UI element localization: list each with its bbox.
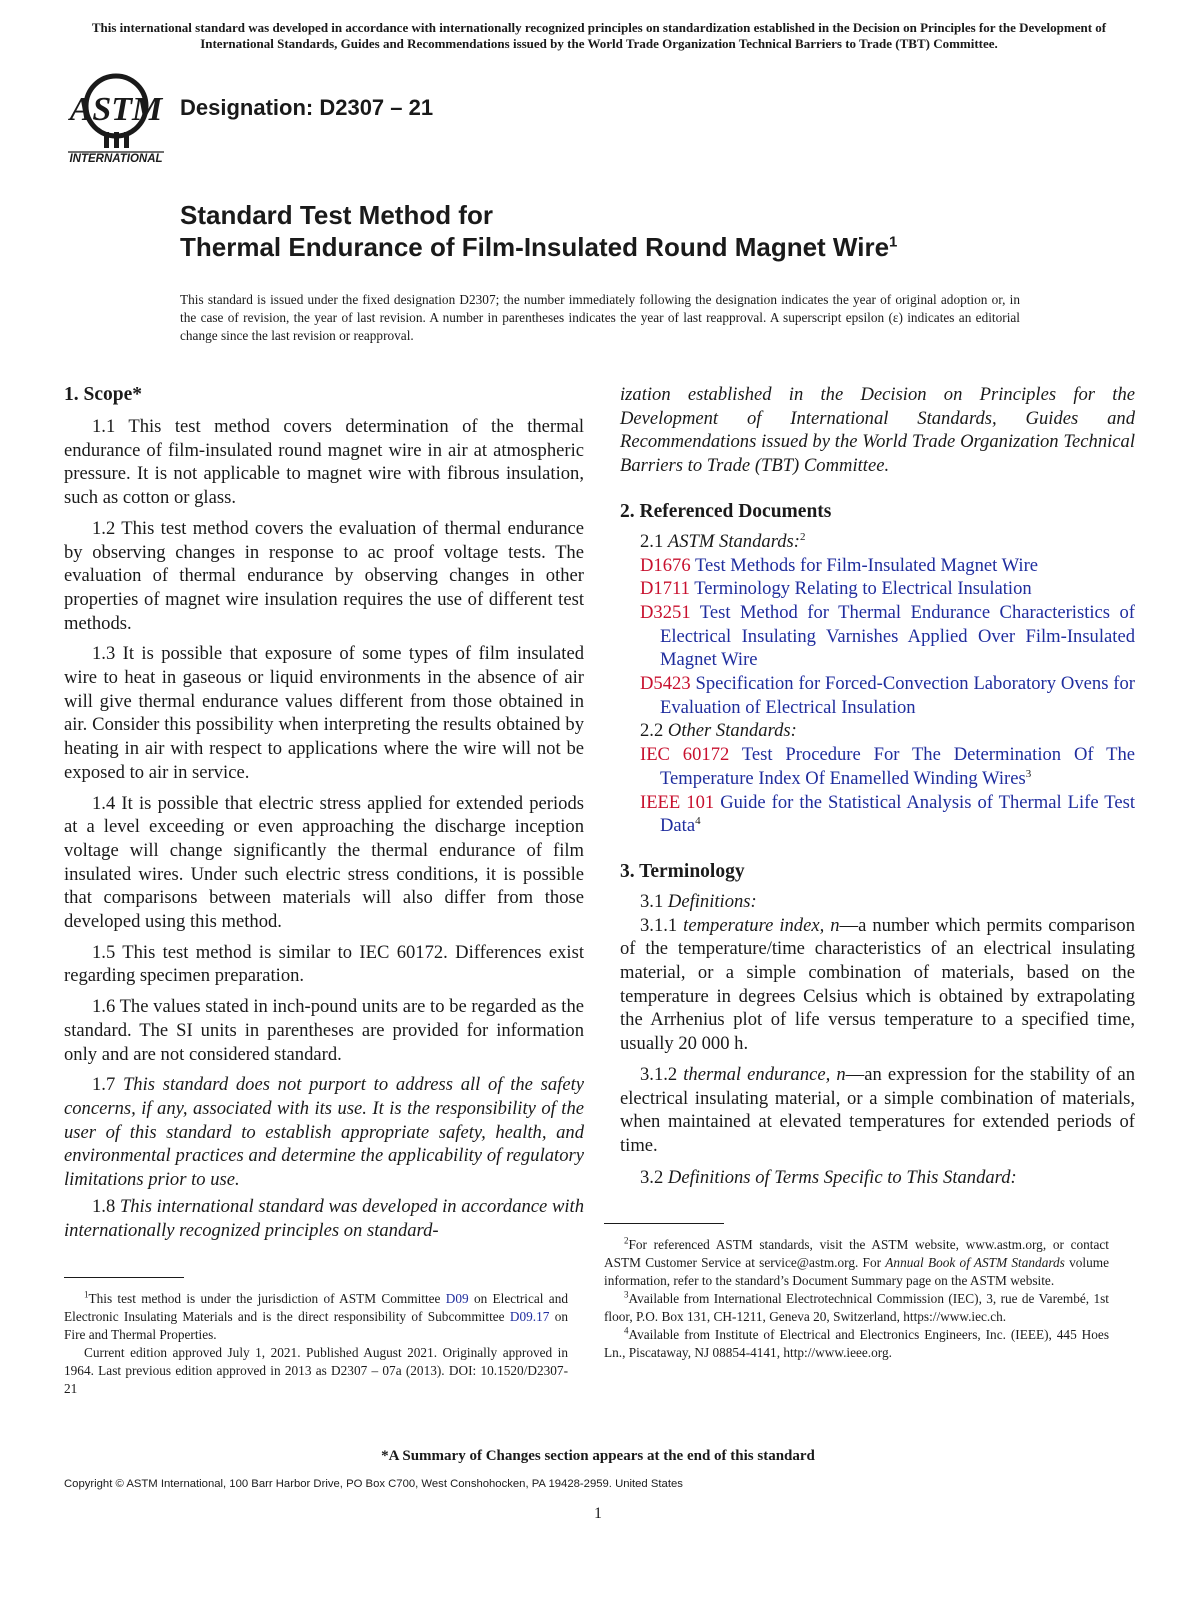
reference-code[interactable]: D1676 [640, 554, 691, 576]
subsection-3-2-label: Definitions of Terms Specific to This Standard: [667, 1166, 1017, 1188]
footnote-1-edition: Current edition approved July 1, 2021. Published August 2021. Originally approved in 1964. Last previous edition approved in 2013 as D2307 – 07a (2013). DOI: 10.1520/D2307-21 [64, 1345, 568, 1396]
title-line-2: Thermal Endurance of Film-Insulated Round Magnet Wire [180, 232, 890, 262]
footnote-1-part-c: on Fire and Thermal Properties. [64, 1309, 569, 1342]
astm-logo-icon [64, 70, 168, 166]
paragraph-1-6: 1.6 The values stated in inch-pound units are to be regarded as the standard. The SI units in parentheses are provided for information only and are not considered standard. [64, 996, 584, 1065]
reference-code[interactable]: D3251 [640, 601, 691, 623]
reference-d5423[interactable] [620, 672, 1135, 719]
logo-subtext: INTERNATIONAL [69, 153, 163, 165]
title-line-1: Standard Test Method for [180, 200, 493, 230]
footnote-4 [604, 1326, 1109, 1362]
paragraph-1-3: 1.3 It is possible that exposure of some types of film insulated wire to heat in gaseous or liquid environments in the absence of air will give thermal endurance values different from those obtained in air. Consider this possibility when interpreting the results obtained by heating in air with respect to applications where the wire will not be exposed to air in service. [64, 643, 584, 783]
footnote-1-part-a: This test method is under the jurisdiction of ASTM Committee [88, 1291, 441, 1306]
footnote-2-part-a: For referenced ASTM standards, visit the ASTM website, www.astm.org, or contact ASTM Customer Service at service@astm.org. For [604, 1237, 1109, 1270]
subcommittee-d09-17-link[interactable]: D09.17 [509, 1309, 550, 1324]
paragraph-1-8-continued: ization established in the Decision on Principles for the Development of International Standards, Guides and Recommendations issued by the World Trade Organization Technical Barriers to Trade (TBT) Committee. [620, 384, 1135, 477]
reference-code[interactable]: IEEE 101 [640, 791, 715, 813]
definition-term: thermal endurance, n [683, 1063, 846, 1085]
definition-3-1-2 [620, 1063, 1135, 1158]
subsection-3-1-number: 3.1 [640, 890, 664, 912]
page-number: 1 [594, 1505, 602, 1522]
subsection-2-2-label: Other Standards: [667, 720, 797, 742]
reference-title[interactable]: Test Procedure For The Determination Of The Temperature Index Of Enamelled Winding Wires [660, 744, 1135, 789]
subsection-2-1-mark: 2 [799, 530, 806, 543]
footnote-2 [604, 1236, 1109, 1290]
reference-d1676[interactable] [620, 554, 1135, 578]
subsection-2-2-number: 2.2 [640, 720, 664, 742]
subsection-2-1-number: 2.1 [640, 530, 664, 552]
footnote-3-mark: 3 [624, 1289, 629, 1300]
section-2-heading: 2. Referenced Documents [620, 500, 832, 522]
top-notice: This international standard was developed in accordance with internationally recognized principles on standardization established in the Decision on Principles for the Development of International Standards, Guides and Recommendations issued by the World Trade Organization Technical Barriers to Trade (TBT) Committee. [91, 20, 1107, 51]
reference-code[interactable]: D1711 [640, 578, 690, 600]
reference-title[interactable]: Specification for Forced-Convection Laboratory Ovens for Evaluation of Electrical Insulation [660, 673, 1135, 718]
subsection-2-1 [620, 530, 1135, 554]
summary-of-changes-note: *A Summary of Changes section appears at the end of this standard [381, 1448, 815, 1464]
footnote-1-mark: 1 [84, 1289, 89, 1300]
logo-letters: ASTM [69, 91, 163, 128]
footnote-2-part-b: volume information, refer to the standard’s Document Summary page on the ASTM website. [604, 1255, 1109, 1288]
reference-title[interactable]: Test Methods for Film-Insulated Magnet Wire [694, 554, 1039, 576]
subsection-3-2 [620, 1166, 1135, 1190]
reference-iec-60172[interactable] [620, 743, 1135, 790]
subsection-3-1-label: Definitions: [667, 890, 757, 912]
footnote-rule-right [604, 1223, 724, 1224]
paragraph-1-7-text: This standard does not purport to address all of the safety concerns, if any, associated with its use. It is the responsibility of the user of this standard to establish appropriate safety, health, and environmental practices and determine the applicability of regulatory limitations prior to use. [64, 1074, 584, 1191]
paragraph-1-8-text-a: This international standard was developed in accordance with internationally recognized principles on standard- [64, 1195, 584, 1241]
subsection-3-1 [620, 890, 1135, 914]
paragraph-1-7-number: 1.7 [92, 1074, 116, 1096]
section-3-heading: 3. Terminology [620, 860, 745, 882]
paragraph-1-1: 1.1 This test method covers determination of the thermal endurance of film-insulated round magnet wire in air at atmospheric pressure. It is not applicable to magnet wire with fibrous insulation, such as cotton or glass. [64, 416, 584, 509]
issue-note: This standard is issued under the fixed designation D2307; the number immediately following the designation indicates the year of original adoption or, in the case of revision, the year of last revision. A number in parentheses indicates the year of last reapproval. A superscript epsilon (ε) indicates an editorial change since the last revision or reapproval. [180, 292, 1020, 344]
footnote-1 [64, 1290, 568, 1398]
reference-d1711[interactable] [620, 577, 1135, 601]
paragraph-1-8-number: 1.8 [92, 1195, 116, 1217]
footnote-1-part-b: on Electrical and Electronic Insulating Materials and is the direct responsibility of Subcommittee [64, 1291, 568, 1324]
other-references-list [620, 743, 1135, 838]
footnotes-right [604, 1236, 1109, 1362]
document-title [180, 199, 897, 263]
footnote-3 [604, 1290, 1109, 1326]
footnote-2-mark: 2 [624, 1235, 629, 1246]
footnote-1-text [64, 1290, 568, 1344]
reference-title[interactable]: Guide for the Statistical Analysis of Thermal Life Test Data [660, 791, 1135, 837]
subsection-2-1-label: ASTM Standards: [667, 530, 800, 552]
reference-footnote-mark: 3 [1025, 767, 1032, 780]
astm-references-list [620, 554, 1135, 720]
footnote-rule-left [64, 1277, 184, 1278]
definition-term: temperature index, n [683, 914, 840, 936]
footnote-2-italic: Annual Book of ASTM Standards [885, 1255, 1065, 1270]
paragraph-1-5: 1.5 This test method is similar to IEC 60172. Differences exist regarding specimen preparation. [64, 941, 584, 987]
paragraph-1-4: 1.4 It is possible that electric stress applied for extended periods at a level exceeding or even approaching the discharge inception voltage will change significantly the thermal endurance of film insulated wires. Under such electric stress conditions, it is possible that comparisons between materials will also differ from those developed using this method. [64, 792, 584, 933]
definition-number: 3.1.1 [640, 914, 678, 936]
designation: Designation: D2307 – 21 [180, 95, 434, 120]
reference-code[interactable]: IEC 60172 [640, 744, 730, 766]
copyright: Copyright © ASTM International, 100 Barr Harbor Drive, PO Box C700, West Conshohocken, PA 19428-2959. United States [64, 1478, 683, 1490]
footnote-4-mark: 4 [624, 1325, 629, 1336]
footnote-4-text: Available from Institute of Electrical and Electronics Engineers, Inc. (IEEE), 445 Hoes Ln., Piscataway, NJ 08854-4141, http://www.ieee.org. [604, 1327, 1109, 1360]
reference-ieee-101[interactable] [620, 791, 1135, 838]
committee-d09-link[interactable]: D09 [445, 1291, 469, 1306]
subsection-3-2-number: 3.2 [640, 1166, 664, 1188]
reference-title[interactable]: Terminology Relating to Electrical Insulation [694, 578, 1032, 600]
paragraph-1-8 [64, 1195, 584, 1242]
right-column [620, 383, 1135, 1189]
footnote-3-text: Available from International Electrotechnical Commission (IEC), 3, rue de Varembé, 1st floor, P.O. Box 131, CH-1211, Geneva 20, Switzerland, https://www.iec.ch. [604, 1291, 1109, 1324]
astm-logo [64, 70, 168, 166]
left-column [64, 383, 584, 1242]
definition-text: —a number which permits comparison of the temperature/time characteristics of an electrical insulating material, or a simple combination of materials, based on the temperature in degrees Celsius which is obtained by extrapolating the Arrhenius plot of life versus temperature to a specified time, usually 20 000 h. [620, 914, 1136, 1055]
subsection-2-2 [620, 719, 1135, 743]
title-footnote-mark: 1 [889, 233, 898, 251]
definition-number: 3.1.2 [640, 1063, 678, 1085]
reference-code[interactable]: D5423 [640, 673, 691, 695]
definition-text: —an expression for the stability of an electrical insulating material, or a simple combination of materials, when maintained at elevated temperatures for extended periods of time. [620, 1063, 1135, 1156]
paragraph-1-7 [64, 1073, 584, 1192]
section-1-heading: 1. Scope* [64, 384, 142, 405]
definition-3-1-1 [620, 914, 1135, 1056]
reference-d3251[interactable] [620, 601, 1135, 672]
reference-footnote-mark: 4 [695, 815, 701, 828]
reference-title[interactable]: Test Method for Thermal Endurance Characteristics of Electrical Insulating Varnishes Applied Over Film-Insulated Magnet Wire [660, 601, 1136, 671]
paragraph-1-2: 1.2 This test method covers the evaluation of thermal endurance by observing changes in response to ac proof voltage tests. The evaluation of thermal endurance by observing changes in other properties of magnet wire insulation requires the use of different test methods. [64, 517, 584, 634]
